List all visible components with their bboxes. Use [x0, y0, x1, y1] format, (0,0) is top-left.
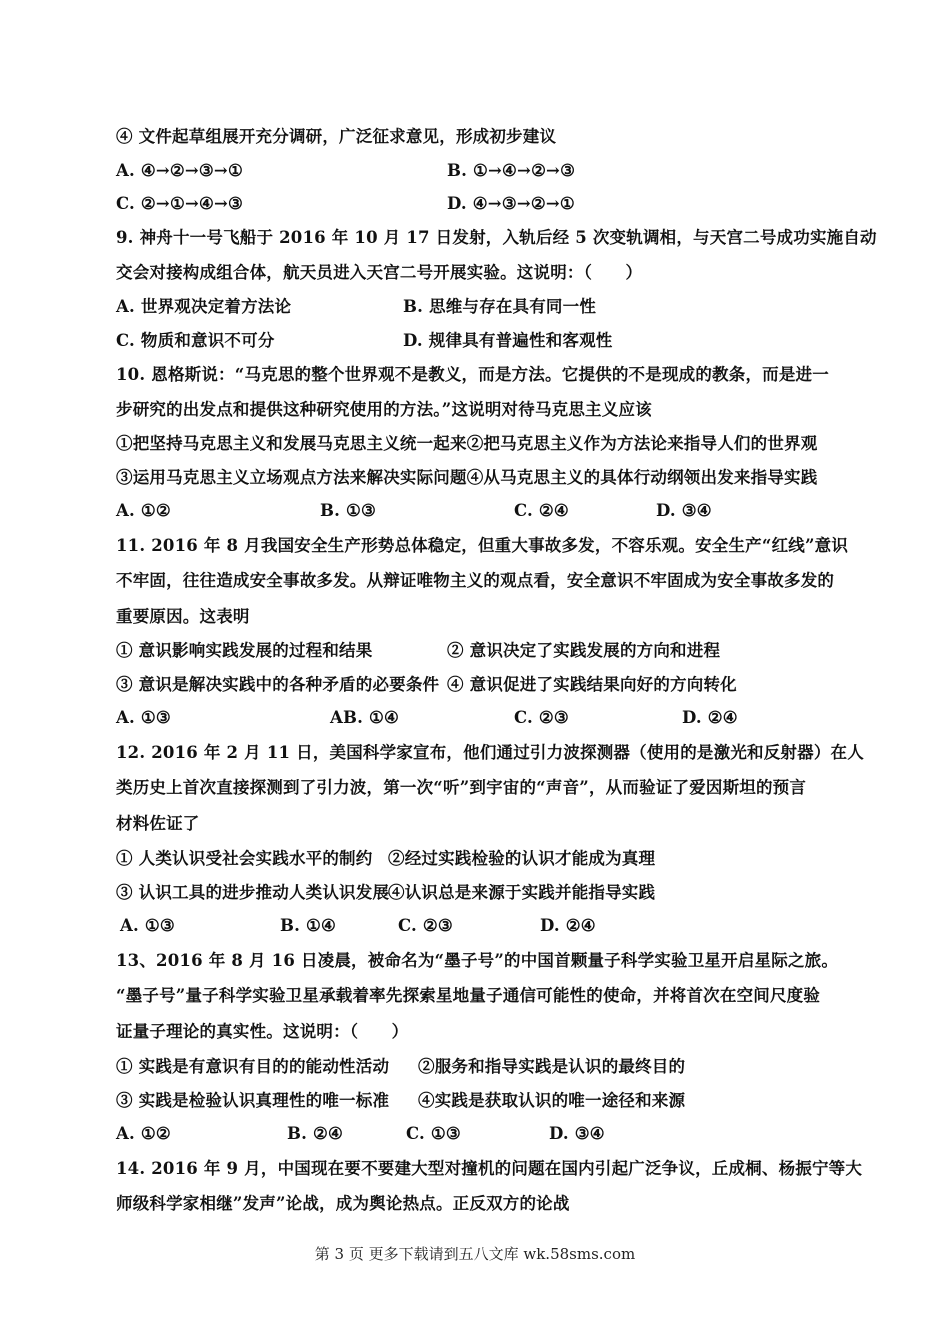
q13-option-c: C. ①③: [406, 1124, 461, 1143]
q12-stem-line-1: 12. 2016 年 2 月 11 日，美国科学家宣布，他们通过引力波探测器（使用的是激光和反射器）在人: [116, 743, 864, 762]
q8-option-a: A. ④→②→③→①: [116, 161, 243, 180]
q9-option-a: A. 世界观决定着方法论: [116, 297, 292, 316]
q12-option-b: B. ①④: [280, 916, 337, 935]
q12-item-2: ②经过实践检验的认识才能成为真理: [388, 849, 656, 868]
q12-item-1: ① 人类认识受社会实践水平的制约: [116, 849, 373, 868]
q11-stem-line-3: 重要原因。这表明: [116, 607, 250, 626]
q11-option-a: A. ①③: [116, 708, 171, 727]
q11-item-4: ④ 意识促进了实践结果向好的方向转化: [447, 675, 737, 694]
q9-option-b: B. 思维与存在具有同一性: [403, 297, 597, 316]
q11-item-3: ③ 意识是解决实践中的各种矛盾的必要条件: [116, 675, 440, 694]
q12-stem-line-2: 类历史上首次直接探测到了引力波，第一次“听”到宇宙的“声音”，从而验证了爱因斯坦的预言: [116, 778, 807, 797]
q9-option-c: C. 物质和意识不可分: [116, 331, 275, 350]
q10-option-c: C. ②④: [514, 501, 569, 520]
q13-item-1: ① 实践是有意识有目的的能动性活动: [116, 1057, 390, 1076]
q11-item-2: ② 意识决定了实践发展的方向和进程: [447, 641, 721, 660]
q13-stem-line-3: 证量子理论的真实性。这说明：（ ）: [116, 1022, 409, 1041]
q11-option-c: C. ②③: [514, 708, 569, 727]
q10-option-b: B. ①③: [320, 501, 377, 520]
q8-option-d: D. ④→③→②→①: [447, 194, 575, 213]
q12-item-3: ③ 认识工具的进步推动人类认识发展: [116, 883, 390, 902]
q10-item-line-1: ①把坚持马克思主义和发展马克思主义统一起来②把马克思主义作为方法论来指导人们的世界观: [116, 434, 818, 453]
q13-option-d: D. ③④: [549, 1124, 605, 1143]
q12-item-4: ④认识总是来源于实践并能指导实践: [388, 883, 656, 902]
q9-option-d: D. 规律具有普遍性和客观性: [403, 331, 613, 350]
q10-option-a: A. ①②: [116, 501, 171, 520]
q12-option-d: D. ②④: [540, 916, 596, 935]
q13-item-3: ③ 实践是检验认识真理性的唯一标准: [116, 1091, 390, 1110]
q10-option-d: D. ③④: [656, 501, 712, 520]
q14-stem-line-2: 师级科学家相继”发声”论战，成为舆论热点。正反双方的论战: [116, 1194, 570, 1213]
q8-item-4: ④ 文件起草组展开充分调研，广泛征求意见，形成初步建议: [116, 127, 557, 146]
q14-stem-line-1: 14. 2016 年 9 月，中国现在要不要建大型对撞机的问题在国内引起广泛争议，丘成桐、杨振宁等大: [116, 1159, 863, 1178]
q11-stem-line-2: 不牢固，往往造成安全事故多发。从辩证唯物主义的观点看，安全意识不牢固成为安全事故多发的: [116, 571, 835, 590]
q11-option-d: D. ②④: [682, 708, 738, 727]
q9-stem-line-1: 9. 神舟十一号飞船于 2016 年 10 月 17 日发射，入轨后经 5 次变轨调相，与天宫二号成功实施自动: [116, 228, 877, 247]
q10-stem-line-2: 步研究的出发点和提供这种研究使用的方法。”这说明对待马克思主义应该: [116, 400, 652, 419]
q10-item-line-2: ③运用马克思主义立场观点方法来解决实际问题④从马克思主义的具体行动纲领出发来指导实践: [116, 468, 818, 487]
q13-option-a: A. ①②: [116, 1124, 171, 1143]
q13-item-4: ④实践是获取认识的唯一途径和来源: [418, 1091, 686, 1110]
q13-option-b: B. ②④: [287, 1124, 344, 1143]
page-footer: 第 3 页 更多下载请到五八文库 wk.58sms.com: [314, 1245, 636, 1263]
q9-stem-line-2: 交会对接构成组合体，航天员进入天宫二号开展实验。这说明：（ ）: [116, 263, 643, 282]
q13-stem-line-1: 13、2016 年 8 月 16 日凌晨，被命名为“墨子号”的中国首颗量子科学实验卫星开启星际之旅。: [116, 951, 839, 970]
q10-stem-line-1: 10. 恩格斯说：“马克思的整个世界观不是教义，而是方法。它提供的不是现成的教条，而是进一: [116, 365, 829, 384]
q13-stem-line-2: “墨子号”量子科学实验卫星承载着率先探索星地量子通信可能性的使命，并将首次在空间尺度验: [116, 986, 821, 1005]
q8-option-b: B. ①→④→②→③: [447, 161, 576, 180]
q11-stem-line-1: 11. 2016 年 8 月我国安全生产形势总体稳定，但重大事故多发，不容乐观。安全生产“红线”意识: [116, 536, 849, 555]
q11-item-1: ① 意识影响实践发展的过程和结果: [116, 641, 373, 660]
q13-item-2: ②服务和指导实践是认识的最终目的: [418, 1057, 686, 1076]
q11-option-ab: AB. ①④: [330, 708, 400, 727]
q8-option-c: C. ②→①→④→③: [116, 194, 243, 213]
q12-option-c: C. ②③: [398, 916, 453, 935]
q12-stem-line-3: 材料佐证了: [116, 814, 200, 833]
q12-option-a: A. ①③: [120, 916, 175, 935]
